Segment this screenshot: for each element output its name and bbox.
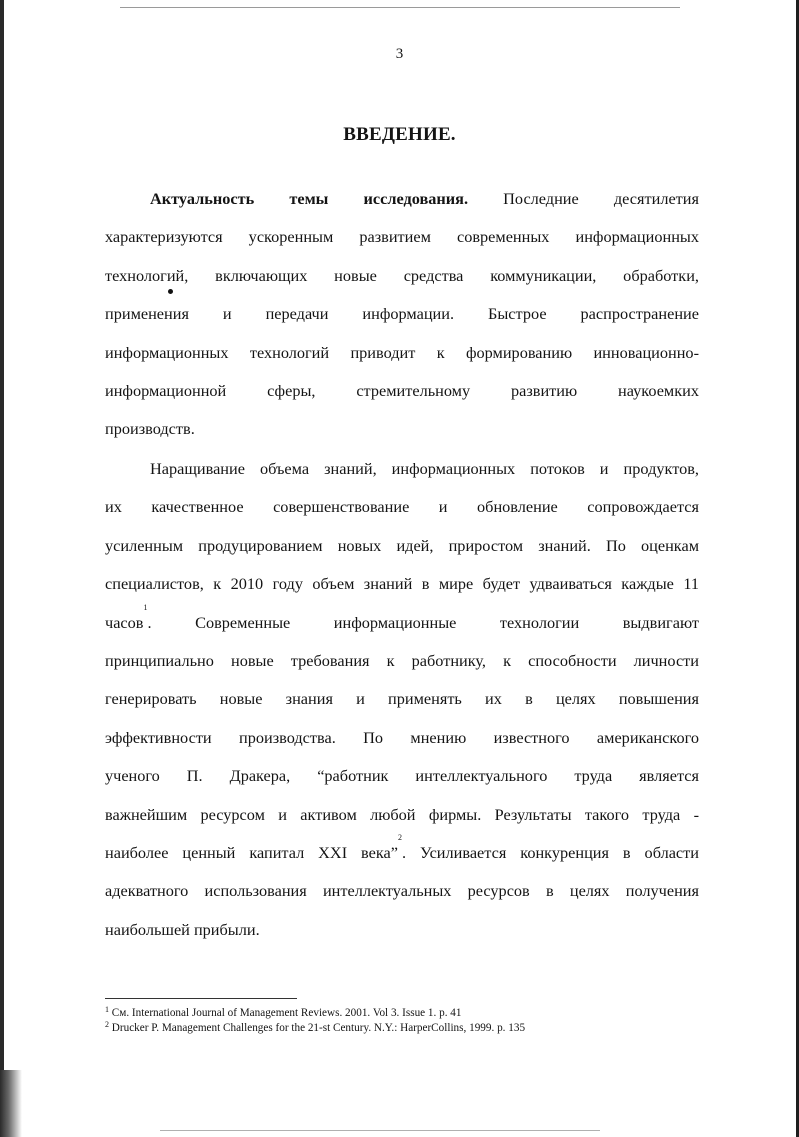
paragraph-relevance xyxy=(105,180,699,449)
scan-left-shadow xyxy=(0,1070,22,1137)
paragraph-line: наиболее ценный капитал XXI века”$^2$. Усиливается конкуренция в области xyxy=(105,832,699,862)
footnote-number: 2 xyxy=(105,1020,109,1029)
paragraph-line: информационных технологий приводит к формированию инновационно- xyxy=(105,342,699,362)
paragraph-line: генерировать новые знания и применять их в целях повышения xyxy=(105,689,699,709)
paragraph-line: их качественное совершенствование и обновление сопровождается xyxy=(105,497,699,517)
paragraph-line: технологий, включающих новые средства коммуникации, обработки, xyxy=(105,265,699,285)
paragraph-line: специалистов, к 2010 году объем знаний в мире будет удваиваться каждые 11 xyxy=(105,574,699,594)
paragraph-line: важнейшим ресурсом и активом любой фирмы. Результаты такого труда - xyxy=(105,804,699,824)
page-title: ВВЕДЕНИЕ. xyxy=(343,124,456,145)
paragraph-line: Актуальность темы исследования. Последние десятилетия xyxy=(150,189,699,208)
paragraph-line: наибольшей прибыли. xyxy=(105,919,260,939)
page-number: 3 xyxy=(395,46,404,62)
paragraph-line: часов$^1$. Современные информационные технологии выдвигают xyxy=(105,602,700,632)
scan-top-edge xyxy=(120,7,680,8)
footnote: $^2$ Drucker P. Management Challenges for the 21-st Century. N.Y.: HarperCollins, 1999. p. 135 xyxy=(105,1020,526,1034)
paragraph-line: адекватного использования интеллектуальных ресурсов в целях получения xyxy=(105,881,699,901)
lead-in-bold: Актуальность темы исследования. xyxy=(150,189,469,208)
footnote: $^1$ См. International Journal of Management Reviews. 2001. Vol 3. Issue 1. p. 41 xyxy=(105,1005,462,1019)
paragraph-line: Наращивание объема знаний, информационных потоков и продуктов, xyxy=(150,459,699,478)
footnote-mark: 2 xyxy=(398,832,402,842)
scan-bottom-edge xyxy=(160,1130,600,1131)
paragraph-line: применения и передачи информации. Быстрое распространение xyxy=(105,304,699,324)
paragraph-line: усиленным продуцированием новых идей, приростом знаний. По оценкам xyxy=(105,535,699,555)
paragraph-knowledge-growth xyxy=(105,450,699,949)
footnote-mark: 1 xyxy=(143,602,148,612)
footnotes xyxy=(105,1006,705,1036)
footnote-number: 1 xyxy=(105,1005,109,1014)
paragraph-line: характеризуются ускоренным развитием современных информационных xyxy=(105,227,699,247)
paragraph-line: информационной сферы, стремительному развитию наукоемких xyxy=(105,380,699,400)
paragraph-line: эффективности производства. По мнению известного американского xyxy=(105,727,699,747)
paragraph-line: производств. xyxy=(105,419,195,439)
footnote-divider xyxy=(105,998,297,999)
paragraph-line: принципиально новые требования к работнику, к способности личности xyxy=(105,650,699,670)
scan-left-edge xyxy=(0,0,4,1137)
paragraph-line: ученого П. Дракера, “работник интеллектуального труда является xyxy=(105,766,699,786)
